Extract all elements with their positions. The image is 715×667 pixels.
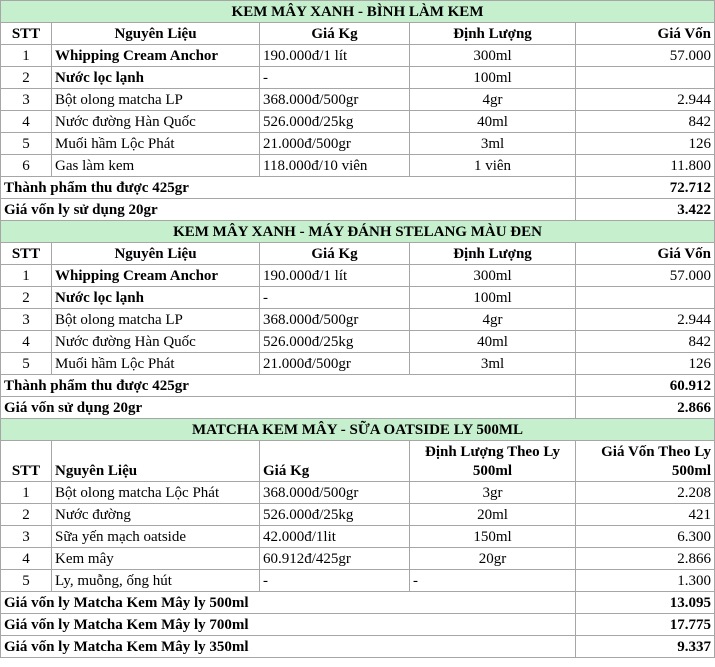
cell-quantity: 100ml [410,287,576,309]
cell-ingredient: Bột olong matcha Lộc Phát [52,482,260,504]
cell-quantity: 3ml [410,353,576,375]
cell-ingredient: Nước lọc lạnh [52,287,260,309]
cell-quantity: - [410,570,576,592]
cell-ingredient: Whipping Cream Anchor [52,45,260,67]
cell-cost: 842 [576,111,715,133]
section1-title: KEM MÂY XANH - BÌNH LÀM KEM [1,1,715,23]
summary-label: Giá vốn ly Matcha Kem Mây ly 350ml [1,636,576,658]
table-row [1,155,715,177]
summary-row [1,177,715,199]
cell-stt: 2 [1,287,52,309]
header-quantity: Định Lượng [410,243,576,265]
header-ingredient: Nguyên Liệu [52,441,260,482]
section3-header-row [1,441,715,482]
cell-cost: 11.800 [576,155,715,177]
cell-ingredient: Nước đường Hàn Quốc [52,111,260,133]
cell-stt: 5 [1,570,52,592]
summary-value: 72.712 [576,177,715,199]
cell-cost: 6.300 [576,526,715,548]
summary-row [1,375,715,397]
summary-row [1,614,715,636]
cell-price: 190.000đ/1 lít [260,45,410,67]
cell-quantity: 4gr [410,89,576,111]
section3-title-row [1,419,715,441]
cell-ingredient: Bột olong matcha LP [52,89,260,111]
cell-stt: 4 [1,548,52,570]
cell-ingredient: Sữa yến mạch oatside [52,526,260,548]
cell-stt: 2 [1,504,52,526]
cell-ingredient: Muối hầm Lộc Phát [52,353,260,375]
cell-quantity: 300ml [410,265,576,287]
summary-label: Thành phẩm thu được 425gr [1,375,576,397]
section2-title: KEM MÂY XANH - MÁY ĐÁNH STELANG MÀU ĐEN [1,221,715,243]
cell-stt: 1 [1,45,52,67]
summary-label: Giá vốn ly Matcha Kem Mây ly 700ml [1,614,576,636]
cell-ingredient: Muối hầm Lộc Phát [52,133,260,155]
section3-title: MATCHA KEM MÂY - SỮA OATSIDE LY 500ML [1,419,715,441]
cell-ingredient: Whipping Cream Anchor [52,265,260,287]
cell-stt: 4 [1,111,52,133]
cell-price: - [260,287,410,309]
summary-row [1,397,715,419]
cell-quantity: 300ml [410,45,576,67]
cell-ingredient: Nước lọc lạnh [52,67,260,89]
cell-stt: 3 [1,526,52,548]
header-ingredient: Nguyên Liệu [52,243,260,265]
cell-cost: 2.866 [576,548,715,570]
cell-quantity: 3gr [410,482,576,504]
cell-quantity: 40ml [410,111,576,133]
cell-quantity: 20gr [410,548,576,570]
summary-value: 17.775 [576,614,715,636]
cell-cost [576,67,715,89]
table-row [1,67,715,89]
table-row [1,482,715,504]
cell-stt: 5 [1,133,52,155]
header-quantity: Định Lượng [410,23,576,45]
section1-title-row [1,1,715,23]
cell-ingredient: Bột olong matcha LP [52,309,260,331]
cell-ingredient: Nước đường [52,504,260,526]
cell-price: 118.000đ/10 viên [260,155,410,177]
cell-price: 526.000đ/25kg [260,331,410,353]
table-row [1,45,715,67]
cell-cost: 842 [576,331,715,353]
cell-stt: 3 [1,89,52,111]
header-cost: Giá Vốn [576,23,715,45]
section1-header-row [1,23,715,45]
cell-price: - [260,67,410,89]
table-row [1,353,715,375]
cell-cost: 2.944 [576,89,715,111]
header-stt: STT [1,441,52,482]
cell-stt: 1 [1,482,52,504]
summary-value: 9.337 [576,636,715,658]
table-row [1,89,715,111]
cell-ingredient: Ly, muỗng, ống hút [52,570,260,592]
table-row [1,526,715,548]
cell-quantity: 1 viên [410,155,576,177]
cell-price: 21.000đ/500gr [260,133,410,155]
cell-quantity: 3ml [410,133,576,155]
header-price-kg: Giá Kg [260,23,410,45]
cell-quantity: 150ml [410,526,576,548]
table-row [1,309,715,331]
header-ingredient: Nguyên Liệu [52,23,260,45]
cell-stt: 4 [1,331,52,353]
cell-stt: 2 [1,67,52,89]
cell-cost: 2.208 [576,482,715,504]
table-row [1,111,715,133]
header-stt: STT [1,243,52,265]
header-stt: STT [1,23,52,45]
table-row [1,133,715,155]
cell-price: 21.000đ/500gr [260,353,410,375]
cell-stt: 1 [1,265,52,287]
cell-stt: 3 [1,309,52,331]
cell-price: 190.000đ/1 lít [260,265,410,287]
summary-value: 13.095 [576,592,715,614]
cell-price: - [260,570,410,592]
summary-label: Giá vốn ly Matcha Kem Mây ly 500ml [1,592,576,614]
cell-price: 526.000đ/25kg [260,111,410,133]
cell-cost: 421 [576,504,715,526]
summary-row [1,636,715,658]
cell-price: 368.000đ/500gr [260,482,410,504]
cell-cost: 57.000 [576,265,715,287]
summary-label: Giá vốn sử dụng 20gr [1,397,576,419]
cell-price: 60.912đ/425gr [260,548,410,570]
header-cost: Giá Vốn [576,243,715,265]
header-price-kg: Giá Kg [260,243,410,265]
cell-ingredient: Kem mây [52,548,260,570]
cell-cost: 1.300 [576,570,715,592]
summary-value: 2.866 [576,397,715,419]
summary-row [1,199,715,221]
table-row [1,504,715,526]
cell-cost: 126 [576,133,715,155]
cell-stt: 5 [1,353,52,375]
summary-value: 3.422 [576,199,715,221]
cell-quantity: 20ml [410,504,576,526]
table-row [1,331,715,353]
table-row [1,287,715,309]
cell-price: 42.000đ/1lit [260,526,410,548]
header-price-kg: Giá Kg [260,441,410,482]
cell-quantity: 40ml [410,331,576,353]
table-row [1,548,715,570]
section2-title-row [1,221,715,243]
cell-price: 526.000đ/25kg [260,504,410,526]
summary-label: Thành phẩm thu được 425gr [1,177,576,199]
header-cost: Giá Vốn Theo Ly 500ml [576,441,715,482]
cell-quantity: 100ml [410,67,576,89]
cell-price: 368.000đ/500gr [260,309,410,331]
cell-quantity: 4gr [410,309,576,331]
table-row [1,570,715,592]
summary-label: Giá vốn ly sử dụng 20gr [1,199,576,221]
cell-cost: 126 [576,353,715,375]
cell-ingredient: Nước đường Hàn Quốc [52,331,260,353]
cell-cost: 2.944 [576,309,715,331]
table-row [1,265,715,287]
summary-row [1,592,715,614]
cell-ingredient: Gas làm kem [52,155,260,177]
cell-price: 368.000đ/500gr [260,89,410,111]
summary-value: 60.912 [576,375,715,397]
section2-header-row [1,243,715,265]
header-quantity: Định Lượng Theo Ly 500ml [410,441,576,482]
cell-stt: 6 [1,155,52,177]
cell-cost: 57.000 [576,45,715,67]
cell-cost [576,287,715,309]
